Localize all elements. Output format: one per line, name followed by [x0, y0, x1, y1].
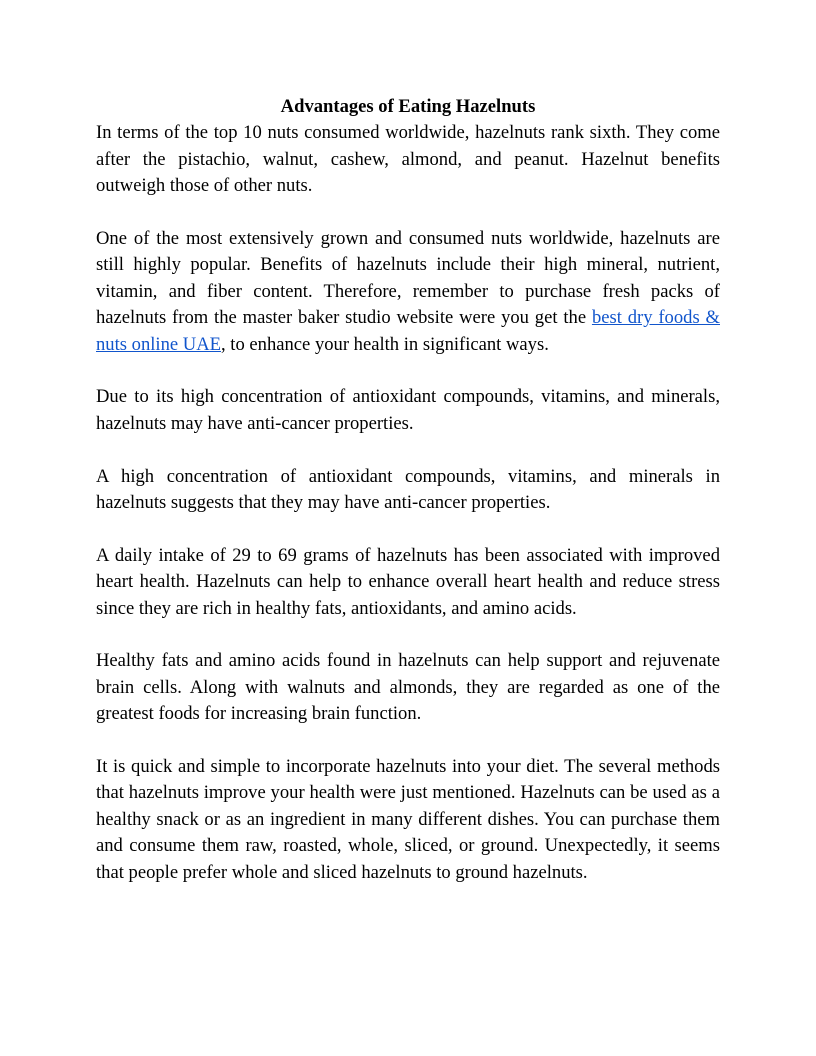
paragraph-antioxidants: A high concentration of antioxidant compounds, vitamins, and minerals in hazelnuts suggests that they may have anti-cancer properties.	[96, 465, 720, 514]
paragraph-nut-ranking: In terms of the top 10 nuts consumed worldwide, hazelnuts rank sixth. They come after the pistachio, walnut, cashew, almond, and peanut. Hazelnut benefits outweigh those of other nuts.	[96, 122, 720, 197]
document-title: Advantages of Eating Hazelnuts	[280, 96, 536, 117]
paragraph-text-before-link: One of the most extensively grown and consumed nuts worldwide, hazelnuts are still highly popular. Benefits of hazelnuts include their high mineral, nutrient, vitamin, and fiber content. Therefore, remember to purchase fresh packs of hazelnuts from the master baker studio website were you get the	[96, 228, 720, 329]
paragraph-text-after-link: , to enhance your health in significant ways.	[220, 333, 549, 355]
paragraph-anti-cancer: Due to its high concentration of antioxidant compounds, vitamins, and minerals, hazelnuts may have anti-cancer properties.	[96, 386, 720, 434]
paragraph-brain-function: Healthy fats and amino acids found in hazelnuts can help support and rejuvenate brain cells. Along with walnuts and almonds, they are regarded as one of the greatest foods for increasing brain function.	[96, 650, 720, 725]
paragraph-popularity-benefits	[96, 226, 720, 358]
paragraph-heart-health: A daily intake of 29 to 69 grams of hazelnuts has been associated with improved heart health. Hazelnuts can help to enhance overall heart health and reduce stress since they are rich in healthy fats, antioxidants, and amino acids.	[96, 544, 720, 619]
paragraph-diet-usage: It is quick and simple to incorporate hazelnuts into your diet. The several methods that hazelnuts improve your health were just mentioned. Hazelnuts can be used as a healthy snack or as an ingredient in many different dishes. You can purchase them and consume them raw, roasted, whole, sliced, or ground. Unexpectedly, it seems that people prefer whole and sliced hazelnuts to ground hazelnuts.	[96, 756, 720, 883]
dry-foods-nuts-link[interactable]: best dry foods & nuts online UAE	[96, 307, 720, 355]
document-body	[96, 94, 720, 886]
